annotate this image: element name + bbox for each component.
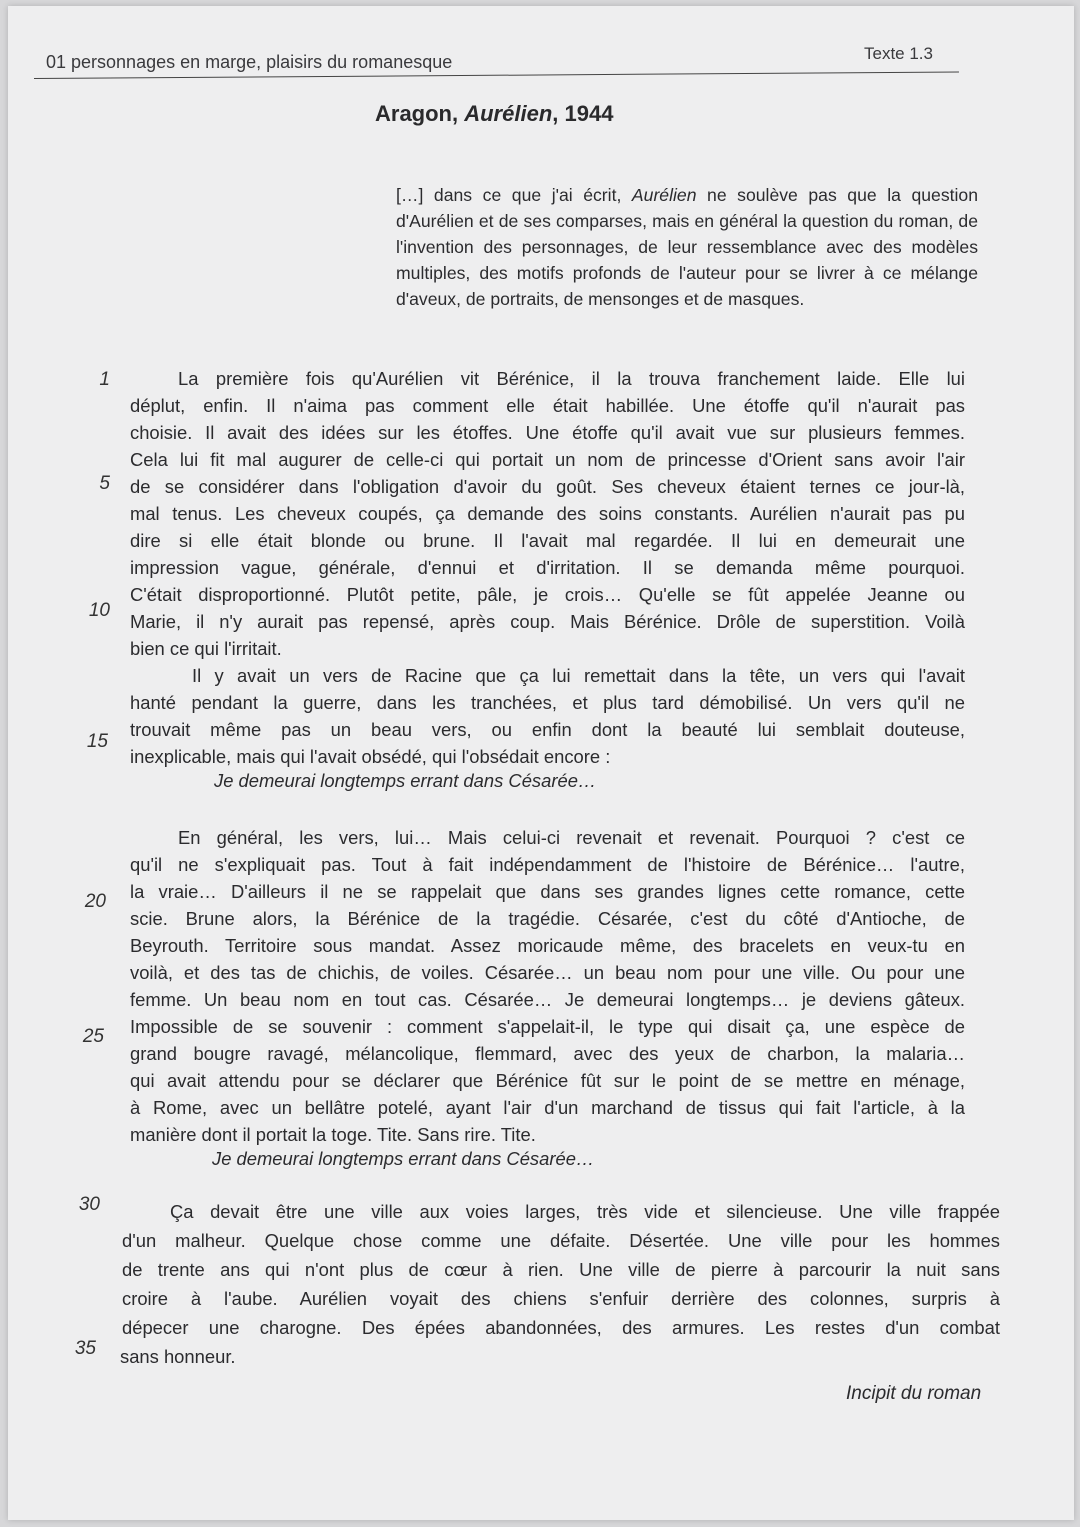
text-line: Beyrouth. Territoire sous mandat. Assez moricaude même, des bracelets en veux-tu en [130,935,965,956]
epigraph-after: ne soulève pas que la question d'Aurélien et de ses comparses, mais en général la question du roman, de l'invention des personnages, de leur ressemblance avec des modèles multiples, des motifs profonds de l'auteur pour se livrer à ce mélange d'aveux, de portraits, de mensonges et de masques. [396,185,978,309]
text-line: grand bougre ravagé, mélancolique, flemmard, avec des yeux de charbon, la malaria… [130,1043,965,1064]
section-heading: 01 personnages en marge, plaisirs du romanesque [46,52,453,72]
text-line: hanté pendant la guerre, dans les tranchées, et plus tard démobilisé. Un vers qu'il ne [130,692,965,713]
text-line: choisie. Il avait des idées sur les étoffes. Une étoffe qu'il avait vue sur plusieurs femmes. [130,422,965,443]
title-year: , 1944 [552,101,614,126]
epigraph-work: Aurélien [631,185,697,205]
text-line: Il y avait un vers de Racine que ça lui remettait dans la tête, un vers qui l'avait [192,665,965,686]
line-number: 25 [82,1026,104,1047]
text-line: déplut, enfin. Il n'aima pas comment elle était habillée. Une étoffe qu'il n'aurait pas [130,395,965,416]
text-line: Impossible de se souvenir : comment s'appelait-il, le type qui disait ça, une espèce de [130,1016,965,1037]
text-line: C'était disproportionné. Plutôt petite, pâle, je crois… Qu'elle se fût appelée Jeanne ou [130,584,965,605]
text-line: Ça devait être une ville aux voies larges, très vide et silencieuse. Une ville frappée [170,1201,1000,1222]
text-line: de se considérer dans l'obligation d'avoir du goût. Ses cheveux étaient ternes ce jour-là, [130,476,965,497]
text-line: Cela lui fit mal augurer de celle-ci qui portait un nom de princesse d'Orient sans avoir l'air [130,449,965,470]
text-line: la vraie… D'ailleurs il ne se rappelait que dans ses grandes lignes cette romance, cette [130,881,965,902]
source-note: Incipit du roman [846,1383,982,1404]
text-line: femme. Un beau nom en tout cas. Césarée… Je demeurai longtemps… je deviens gâteux. [130,989,965,1010]
title-work: Aurélien [464,101,553,126]
line-number: 30 [78,1194,100,1215]
line-number: 10 [88,600,110,621]
text-line: manière dont il portait la toge. Tite. Sans rire. Tite. [130,1124,536,1145]
text-line: croire à l'aube. Aurélien voyait des chiens s'enfuir derrière des colonnes, surpris à [122,1288,1000,1309]
text-line: de trente ans qui n'ont plus de cœur à rien. Une ville de pierre à parcourir la nuit sans [122,1259,1000,1280]
line-number: 15 [86,731,108,752]
text-line: En général, les vers, lui… Mais celui-ci revenait et revenait. Pourquoi ? c'est ce [178,827,965,848]
text-line: mal tenus. Les cheveux coupés, ça demande des soins constants. Aurélien n'aurait pas pu [130,503,965,524]
text-number: Texte 1.3 [864,44,933,63]
text-line: dire si elle était blonde ou brune. Il l'avait mal regardée. Il lui en demeurait une [130,530,965,551]
text-line: La première fois qu'Aurélien vit Bérénice, il la trouva franchement laide. Elle lui [178,368,965,389]
epigraph [396,182,978,312]
text-line: d'un malheur. Quelque chose comme une défaite. Désertée. Une ville pour les hommes [122,1230,1000,1251]
title-author: Aragon, [375,101,465,126]
text-line: dépecer une charogne. Des épées abandonnées, des armures. Les restes d'un combat [122,1317,1000,1338]
text-line: trouvait même pas un beau vers, ou enfin dont la beauté lui semblait douteuse, [130,719,965,740]
epigraph-before: […] dans ce que j'ai écrit, [396,185,632,205]
text-line: scie. Brune alors, la Bérénice de la tragédie. Césarée, c'est du côté d'Antioche, de [130,908,965,929]
text-line: inexplicable, mais qui l'avait obsédé, qui l'obsédait encore : [130,746,611,767]
text-line: qu'il ne s'expliquait pas. Tout à fait indépendamment de l'histoire de Bérénice… l'autre, [130,854,965,875]
text-line: sans honneur. [120,1346,236,1367]
text-line: voilà, et des tas de chichis, de voiles. Césarée… un beau nom pour une ville. Ou pour une [130,962,965,983]
line-number: 20 [84,891,106,912]
verse-quote: Je demeurai longtemps errant dans Césarée… [214,770,597,791]
verse-quote: Je demeurai longtemps errant dans Césarée… [212,1148,595,1169]
text-line: à Rome, avec un bellâtre potelé, ayant l'air d'un marchand de tissus qui fait l'article, à la [130,1097,965,1118]
text-line: qui avait attendu pour se déclarer que Bérénice fût sur le point de se mettre en ménage, [130,1070,965,1091]
line-number: 35 [74,1338,96,1359]
text-line: bien ce qui l'irritait. [130,638,282,659]
text-line: Marie, il n'y aurait pas repensé, après coup. Mais Bérénice. Drôle de superstition. Voilà [130,611,965,632]
text-line: impression vague, générale, d'ennui et d'irritation. Il se demanda même pourquoi. [130,557,965,578]
line-number: 1 [99,369,110,390]
page-title [375,101,613,127]
line-number: 5 [99,473,110,494]
